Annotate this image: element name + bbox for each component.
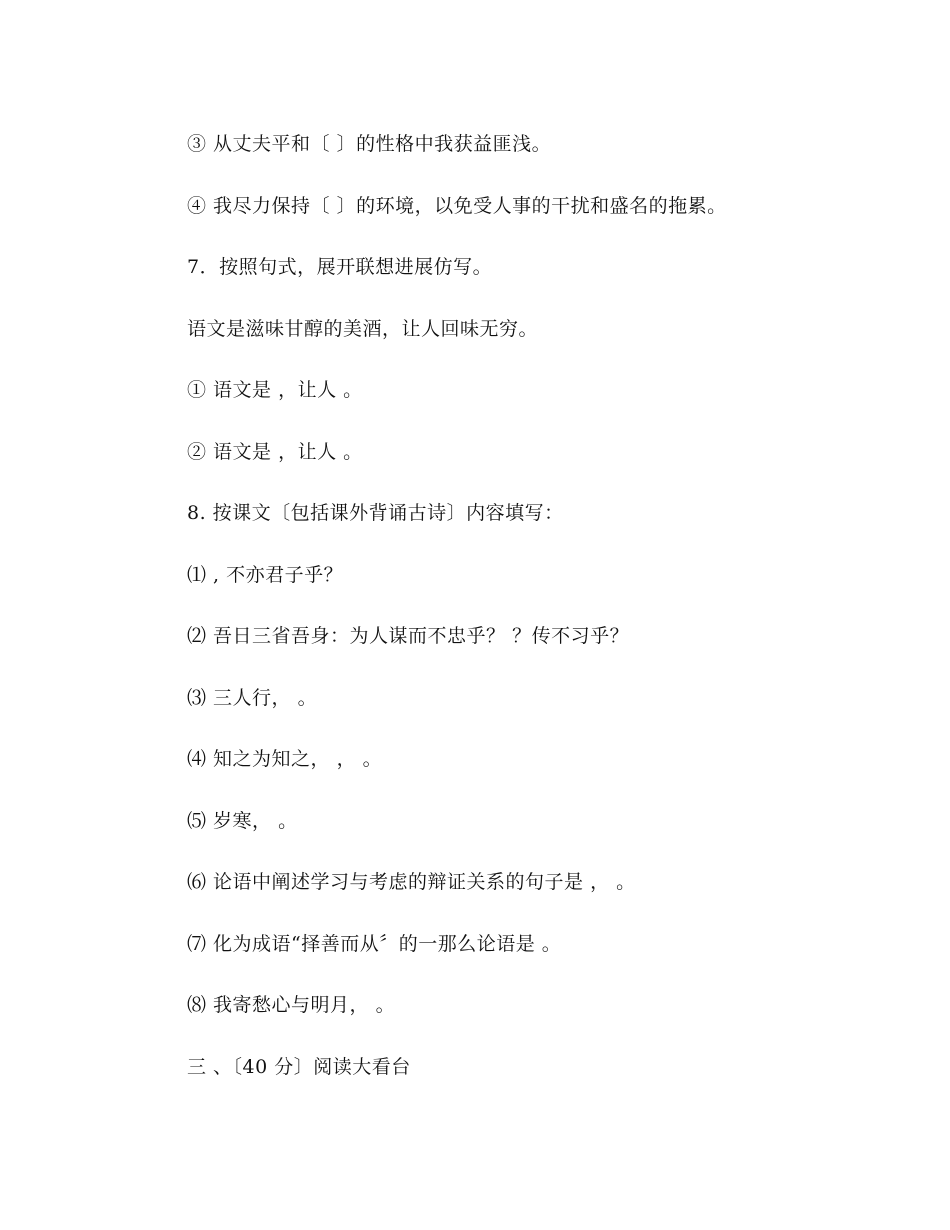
question-8-item-7: ⑺ 化为成语“择善而从〞的一那么论语是 。: [187, 933, 562, 955]
question-8-item-2: ⑵ 吾日三省吾身：为人谋而不忠乎？ ？传不习乎？: [187, 625, 630, 647]
question-7-example: 语文是滋味甘醇的美酒，让人回味无穷。: [187, 318, 539, 340]
question-8-item-4: ⑷ 知之为知之， ， 。: [187, 748, 383, 770]
question-8-heading: 8. 按课文〔包括课外背诵古诗〕内容填写：: [187, 502, 564, 524]
section-3-heading: 三 、〔40 分〕阅读大看台: [187, 1056, 411, 1078]
question-7-heading: 7．按照句式，展开联想进展仿写。: [187, 256, 493, 278]
question-6-item-3: ③ 从丈夫平和〔 〕的性格中我获益匪浅。: [187, 133, 552, 155]
question-8-item-5: ⑸ 岁寒， 。: [187, 810, 298, 832]
question-7-blank-2: ② 语文是 ，让人 。: [187, 441, 363, 463]
question-8-item-8: ⑻ 我寄愁心与明月， 。: [187, 994, 396, 1016]
question-8-item-1: ⑴ , 不亦君子乎？: [187, 564, 344, 586]
question-6-item-4: ④ 我尽力保持〔 〕的环境，以免受人事的干扰和盛名的拖累。: [187, 195, 727, 217]
question-8-item-3: ⑶ 三人行， 。: [187, 687, 318, 709]
question-7-blank-1: ① 语文是 ，让人 。: [187, 379, 363, 401]
question-8-item-6: ⑹ 论语中阐述学习与考虑的辩证关系的句子是 ， 。: [187, 871, 636, 893]
